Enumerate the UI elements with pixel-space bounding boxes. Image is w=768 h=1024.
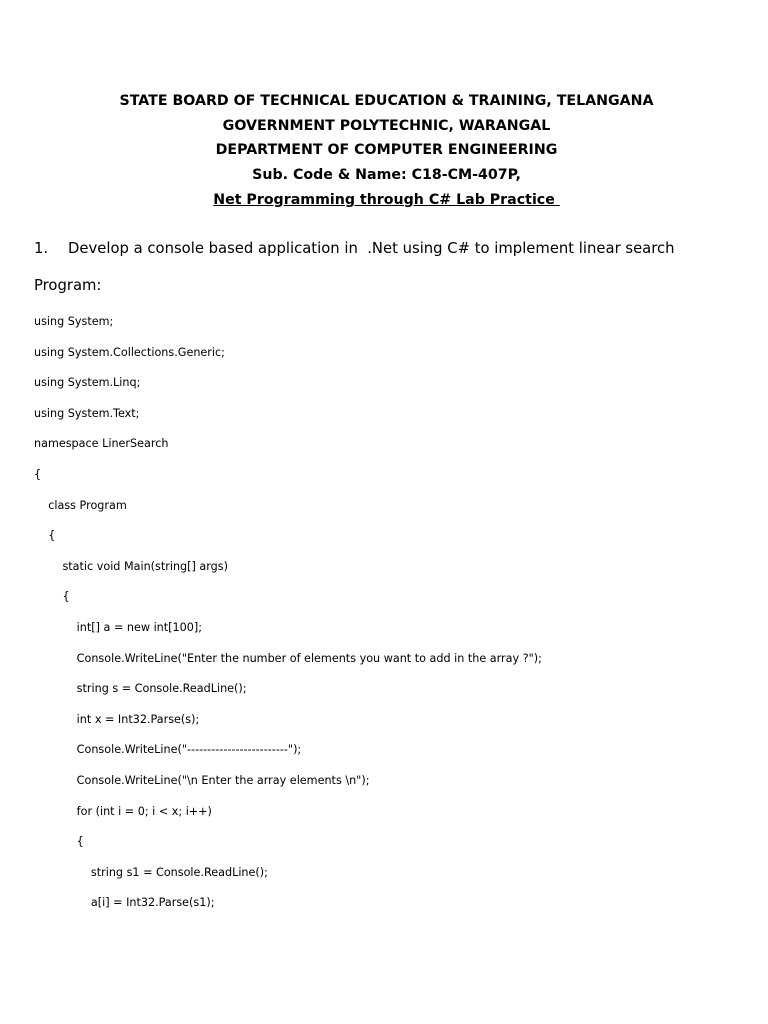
question-number: 1. <box>34 240 49 257</box>
institution-name: GOVERNMENT POLYTECHNIC, WARANGAL <box>222 117 551 134</box>
code-line: static void Main(string[] args) <box>34 559 228 573</box>
code-line: using System.Linq; <box>34 376 141 390</box>
lab-title-text: Net Programming through C# Lab Practice <box>213 191 560 208</box>
code-block <box>34 314 542 926</box>
question-text: Develop a console based application in .Net using C# to implement linear search <box>68 240 675 257</box>
code-line: for (int i = 0; i < x; i++) <box>34 804 212 818</box>
department-name: DEPARTMENT OF COMPUTER ENGINEERING <box>215 142 558 159</box>
code-line: Console.WriteLine("\n Enter the array elements \n"); <box>34 773 370 787</box>
document-header <box>0 91 768 214</box>
code-line: int[] a = new int[100]; <box>34 620 203 634</box>
code-line: int x = Int32.Parse(s); <box>34 712 200 726</box>
code-line: namespace LinerSearch <box>34 437 169 451</box>
program-label: Program: <box>34 277 102 294</box>
code-line: Console.WriteLine("Enter the number of elements you want to add in the array ?"); <box>34 651 542 665</box>
question <box>34 240 675 257</box>
code-line: { <box>34 467 42 481</box>
code-line: class Program <box>34 498 127 512</box>
subject-code: Sub. Code & Name: C18-CM-407P, <box>252 167 521 184</box>
code-line: string s = Console.ReadLine(); <box>34 682 247 696</box>
board-title: STATE BOARD OF TECHNICAL EDUCATION & TRAINING, TELANGANA <box>119 93 654 109</box>
lab-title <box>0 190 768 215</box>
code-line: using System; <box>34 315 114 328</box>
code-line: using System.Collections.Generic; <box>34 345 225 359</box>
code-line: { <box>34 529 56 543</box>
code-line: using System.Text; <box>34 406 140 420</box>
code-line: { <box>34 590 70 604</box>
code-line: Console.WriteLine("-------------------------"); <box>34 743 302 757</box>
code-line: { <box>34 835 84 849</box>
code-line: string s1 = Console.ReadLine(); <box>34 865 268 879</box>
code-line: a[i] = Int32.Parse(s1); <box>34 896 215 910</box>
